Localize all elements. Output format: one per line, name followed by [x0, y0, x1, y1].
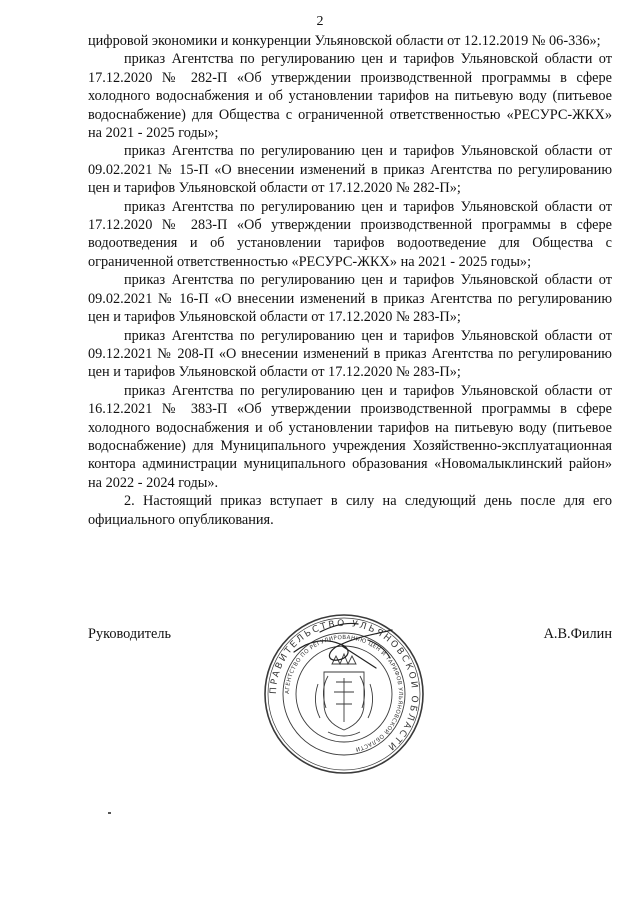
signatory-name: А.В.Филин	[543, 626, 612, 642]
seal-outer-text: ПРАВИТЕЛЬСТВО УЛЬЯНОВСКОЙ ОБЛАСТИ	[268, 618, 420, 753]
paragraph: приказ Агентства по регулированию цен и тарифов Ульяновской области от 17.12.2020 № 282-П «Об утверждении производственной программы в сфере холодного водоснабжения и об установлении тарифов на питьевую воду (питьевое водоснабжение) для Общества с ограниченной ответственностью «РЕСУРС-ЖКХ» на 2021 - 2025 годы»;	[88, 51, 612, 142]
handwritten-signature	[280, 610, 410, 690]
page-number: 2	[316, 14, 324, 29]
paragraph: приказ Агентства по регулированию цен и тарифов Ульяновской области от 09.02.2021 № 15-П «О внесении изменений в приказ Агентства по регулированию цен и тарифов Ульяновской области от 17.12.2020 № 282-П»;	[88, 143, 612, 197]
position-label: Руководитель	[88, 626, 172, 642]
paragraph: приказ Агентства по регулированию цен и тарифов Ульяновской области от 17.12.2020 № 283-П «Об утверждении производственной программы в сфере водоотведения и об установлении тарифов водоотведение для Общества с ограниченной ответственностью «РЕСУРС-ЖКХ» на 2021 - 2025 годы»;	[88, 198, 612, 270]
scan-speck	[108, 812, 111, 814]
document-body	[88, 32, 612, 529]
seal-inner-text: АГЕНТСТВО ПО РЕГУЛИРОВАНИЮ ЦЕН И ТАРИФОВ УЛЬЯНОВСКОЙ ОБЛАСТИ	[284, 634, 404, 752]
paragraph: приказ Агентства по регулированию цен и тарифов Ульяновской области от 09.12.2021 № 208-П «О внесении изменений в приказ Агентства по регулированию цен и тарифов Ульяновской области от 17.12.2020 № 283-П»;	[88, 327, 612, 381]
paragraph: цифровой экономики и конкуренции Ульяновской области от 12.12.2019 № 06-336»;	[88, 33, 601, 49]
final-paragraph: 2. Настоящий приказ вступает в силу на следующий день после для его официального опубликования.	[88, 493, 612, 528]
paragraph: приказ Агентства по регулированию цен и тарифов Ульяновской области от 16.12.2021 № 383-П «Об утверждении производственной программы в сфере холодного водоснабжения и об установлении тарифов на питьевую воду (питьевое водоснабжение) для Муниципального учреждения Хозяйственно-эксплуатационная контора администрации муниципального образования «Новомалыклинский район» на 2022 - 2024 годы».	[88, 382, 612, 491]
paragraph: приказ Агентства по регулированию цен и тарифов Ульяновской области от 09.02.2021 № 16-П «О внесении изменений в приказ Агентства по регулированию цен и тарифов Ульяновской области от 17.12.2020 № 283-П»;	[88, 272, 612, 326]
